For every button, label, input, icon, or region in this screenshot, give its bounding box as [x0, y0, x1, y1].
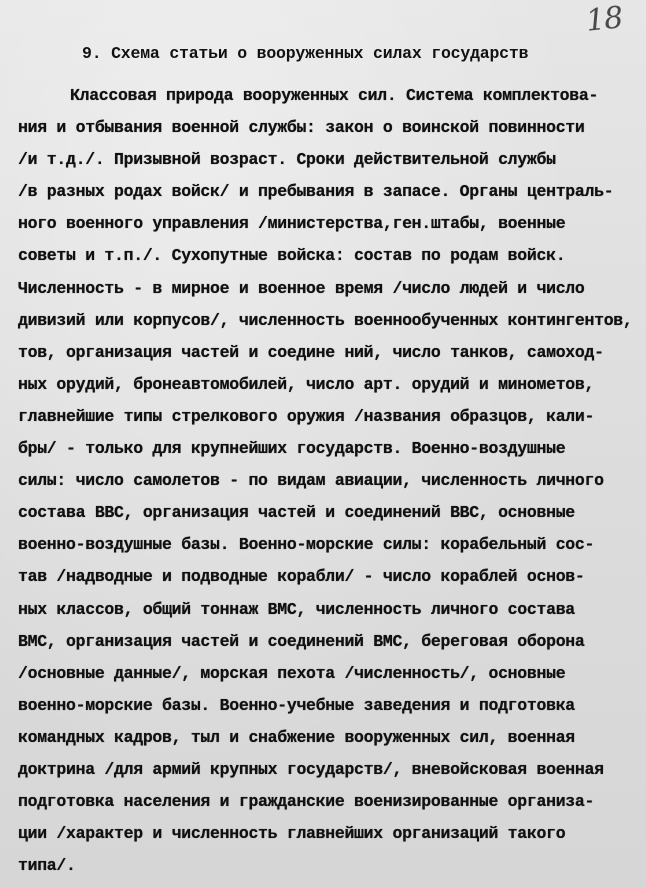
text-line: ного военного управления /министерства,ген.штабы, военные — [18, 214, 566, 234]
text-line: командных кадров, тыл и снабжение вооруженных сил, военная — [18, 727, 575, 747]
text-line: тов, организация частей и соедине ний, число танков, самоход- — [18, 342, 604, 362]
text-line: военно-воздушные базы. Военно-морские силы: корабельный сос- — [18, 535, 595, 555]
text-line: силы: число самолетов - по видам авиации, численность личного — [18, 471, 604, 491]
text-line: дивизий или корпусов/, численность военнообученных контингентов, — [18, 310, 633, 330]
text-line: бры/ - только для крупнейших государств. Военно-воздушные — [18, 439, 566, 459]
text-line: тав /надводные и подводные корабли/ - число кораблей основ- — [18, 567, 585, 587]
text-line: ния и отбывания военной службы: закон о воинской повинности — [18, 118, 585, 138]
section-heading: 9. Схема статьи о вооруженных силах государств — [82, 44, 529, 63]
text-line: типа/. — [18, 856, 76, 876]
text-line: военно-морские базы. Военно-учебные заведения и подготовка — [18, 695, 575, 715]
text-line: доктрина /для армий крупных государств/, вневойсковая военная — [18, 759, 604, 779]
text-line: /и т.д./. Призывной возраст. Сроки действительной службы — [18, 150, 556, 170]
text-line: ных орудий, бронеавтомобилей, число арт. орудий и минометов, — [18, 374, 595, 394]
page-number: 18 — [584, 0, 624, 39]
text-line: состава ВВС, организация частей и соединений ВВС, основные — [18, 503, 575, 523]
text-line: ных классов, общий тоннаж ВМС, численность личного состава — [18, 599, 575, 619]
text-line: главнейшие типы стрелкового оружия /названия образцов, кали- — [18, 406, 595, 426]
text-line: Классовая природа вооруженных сил. Система комплектова- — [70, 86, 599, 105]
text-line: /в разных родах войск/ и пребывания в запасе. Органы централь- — [18, 182, 614, 202]
text-line: подготовка населения и гражданские военизированные организа- — [18, 792, 595, 812]
text-line: советы и т.п./. Сухопутные войска: состав по родам войск. — [18, 246, 566, 266]
text-line: /основные данные/, морская пехота /численность/, основные — [18, 663, 566, 683]
text-line: ции /характер и численность главнейших организаций такого — [18, 824, 566, 844]
body-text — [18, 80, 638, 882]
text-line: Численность - в мирное и военное время /число людей и число — [18, 278, 585, 298]
text-line: ВМС, организация частей и соединений ВМС, береговая оборона — [18, 631, 585, 651]
